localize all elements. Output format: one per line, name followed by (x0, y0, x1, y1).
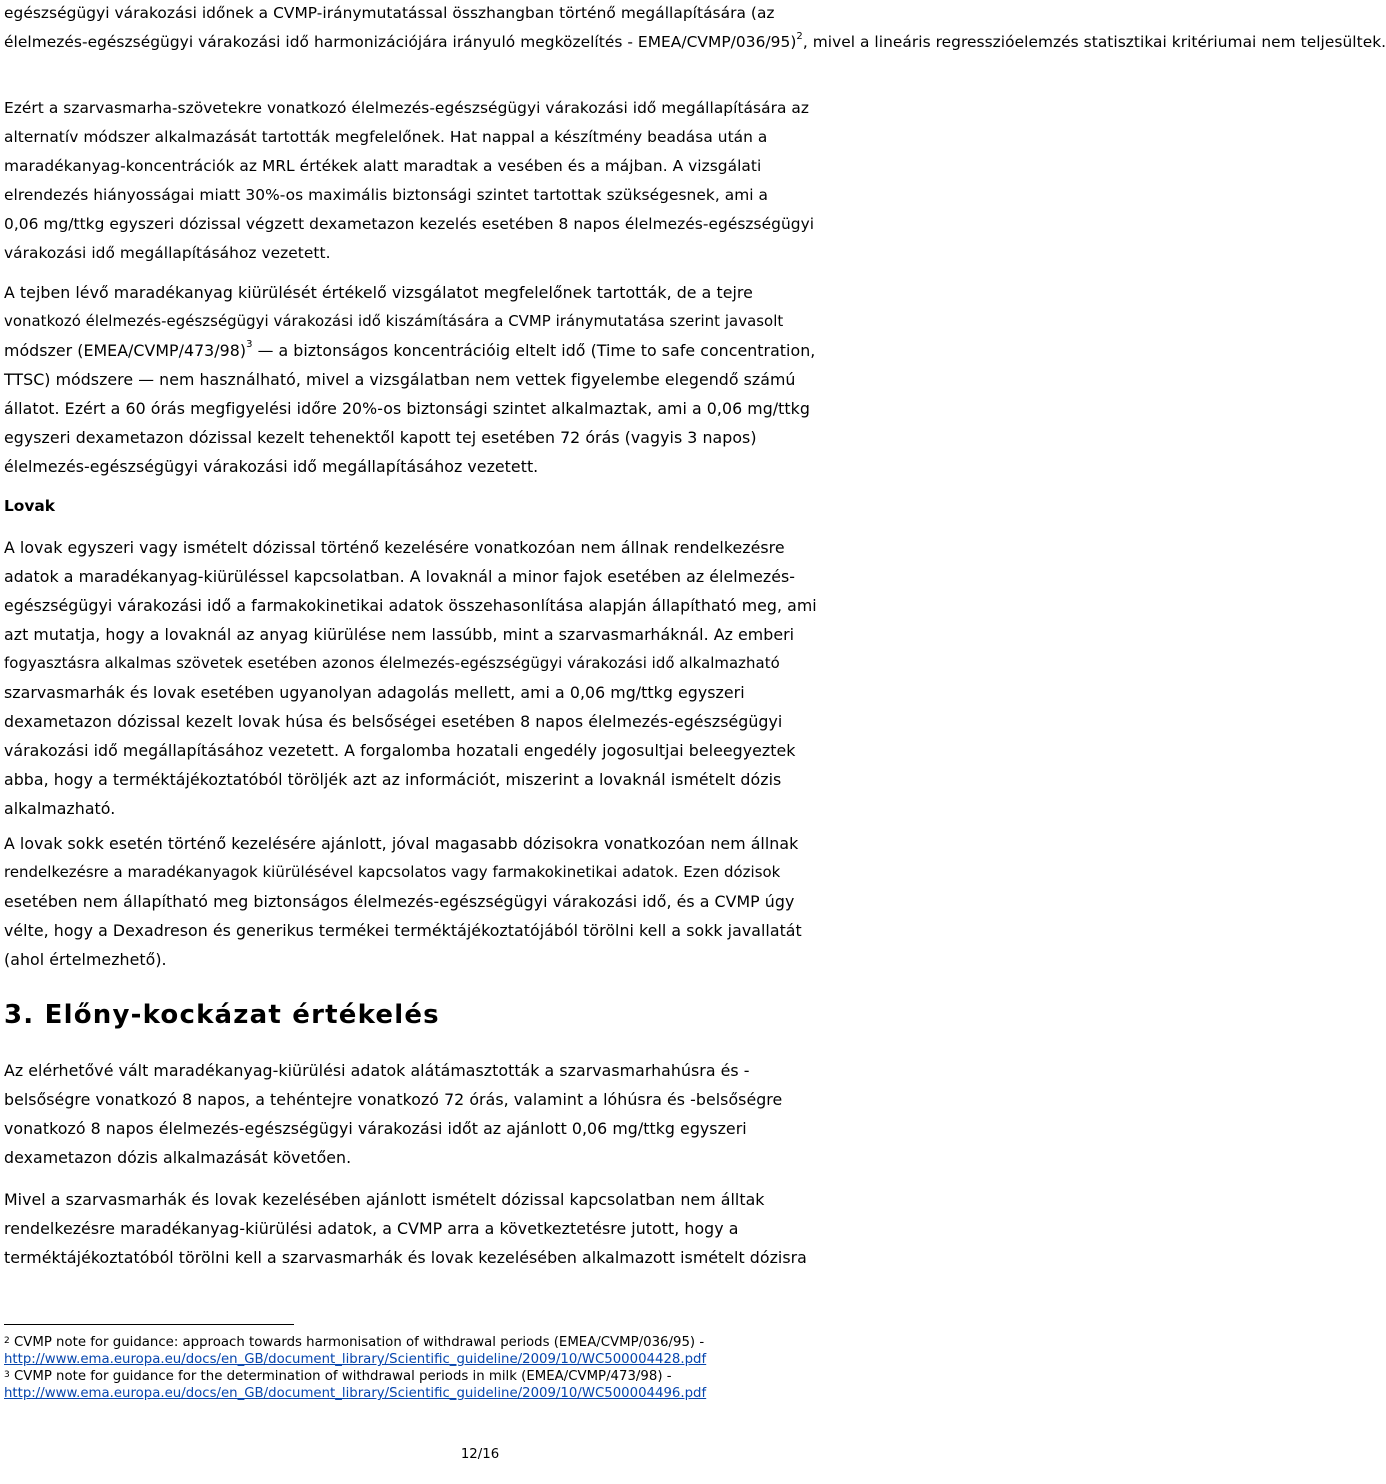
text-line: élelmezés-egészségügyi várakozási idő megállapításához vezetett. (4, 457, 539, 476)
paragraph-benefit-risk-summary (4, 1056, 956, 1172)
text-line: adatok a maradékanyag-kiürüléssel kapcsolatban. A lovaknál a minor fajok esetében az élelmezés- (4, 567, 796, 586)
text-line: egészségügyi várakozási időnek a CVMP-iránymutatással összhangban történő megállapítására (az (4, 4, 775, 22)
paragraph-horses-withdrawal (4, 533, 956, 823)
text-line: módszer (EMEA/CVMP/473/98)$^3$ — a biztonságos koncentrációig eltelt idő (Time to safe concentration, (4, 339, 816, 360)
subheading-horses: Lovak (4, 497, 56, 515)
text-line: A tejben lévő maradékanyag kiürülését értékelő vizsgálatot megfelelőnek tartották, de a tejre (4, 283, 753, 302)
text-line: 0,06 mg/ttkg egyszeri dózissal végzett dexametazon kezelés esetében 8 napos élelmezés-egészségügyi (4, 215, 815, 233)
text-line: terméktájékoztatóból törölni kell a szarvasmarhák és lovak kezelésében alkalmazott ismételt dózisra (4, 1248, 807, 1267)
text-line: dexametazon dózis alkalmazását követően. (4, 1148, 352, 1167)
text-line: alkalmazható. (4, 799, 116, 818)
text-line: alternatív módszer alkalmazását tartották megfelelőnek. Hat nappal a készítmény beadása után a (4, 128, 768, 146)
text-line: egészségügyi várakozási idő a farmakokinetikai adatok összehasonlítása alapján állapítható meg, ami (4, 596, 817, 615)
text-line: azt mutatja, hogy a lovaknál az anyag kiürülése nem lassúbb, mint a szarvasmarháknál. Az emberi (4, 625, 795, 644)
footnote-3-link[interactable]: http://www.ema.europa.eu/docs/en_GB/document_library/Scientific_guideline/2009/10/WC500004496.pdf (4, 1386, 707, 1401)
paragraph-milk-withdrawal (4, 278, 956, 481)
text-line: várakozási idő megállapításához vezetett. (4, 244, 331, 262)
footnote-ref-2[interactable]: 2 (796, 31, 803, 42)
text-line: esetében nem állapítható meg biztonságos élelmezés-egészségügyi várakozási idő, és a CVMP úgy (4, 892, 795, 911)
text-line: várakozási idő megállapításához vezetett. A forgalomba hozatali engedély jogosultjai beleegyeztek (4, 741, 796, 760)
text-line: Az elérhetővé vált maradékanyag-kiürülési adatok alátámasztották a szarvasmarhahúsra és - (4, 1061, 750, 1080)
text-line: A lovak sokk esetén történő kezelésére ajánlott, jóval magasabb dózisokra vonatkozóan nem állnak (4, 834, 799, 853)
text-line: elrendezés hiányosságai miatt 30%-os maximális biztonsági szintet tartottak szükségesnek, ami a (4, 186, 768, 204)
text-line: (ahol értelmezhető). (4, 950, 167, 969)
footnote-ref-3[interactable]: 3 (246, 339, 253, 350)
section-heading-benefit-risk: 3. Előny-kockázat értékelés (4, 1000, 440, 1030)
text-line: állatot. Ezért a 60 órás megfigyelési időre 20%-os biztonsági szintet alkalmaztak, ami a 0,06 mg/ttkg (4, 399, 810, 418)
footnote-3: $^3$ CVMP note for guidance for the determination of withdrawal periods in milk (EMEA/CVMP/473/98) - (4, 1369, 672, 1384)
footnote-divider (4, 1324, 294, 1325)
footnotes (4, 1334, 956, 1402)
paragraph-repeated-dose (4, 1185, 956, 1272)
text-line: TTSC) módszere — nem használható, mivel a vizsgálatban nem vettek figyelembe elegendő számú (4, 370, 796, 389)
text-line: szarvasmarhák és lovak esetében ugyanolyan adagolás mellett, ami a 0,06 mg/ttkg egyszeri (4, 683, 745, 702)
text-line: belsőségre vonatkozó 8 napos, a tehéntejre vonatkozó 72 órás, valamint a lóhúsra és -belsőségre (4, 1090, 783, 1109)
text-line: Mivel a szarvasmarhák és lovak kezelésében ajánlott ismételt dózissal kapcsolatban nem álltak (4, 1190, 765, 1209)
text-line: dexametazon dózissal kezelt lovak húsa és belsőségei esetében 8 napos élelmezés-egészségügyi (4, 712, 783, 731)
text-line: vélte, hogy a Dexadreson és generikus termékei terméktájékoztatójából törölni kell a sokk javallatát (4, 921, 802, 940)
text-line: vonatkozó élelmezés-egészségügyi várakozási idő kiszámítására a CVMP iránymutatása szerint javasolt (4, 312, 784, 330)
text-line: élelmezés-egészségügyi várakozási idő harmonizációjára irányuló megközelítés - EMEA/CVMP/036/95)$^2$, mivel a lineáris regresszióelemzés statisztikai kritériumai nem teljesültek. (4, 31, 1386, 51)
text-line: egyszeri dexametazon dózissal kezelt tehenektől kapott tej esetében 72 órás (vagyis 3 napos) (4, 428, 757, 447)
text-line: vonatkozó 8 napos élelmezés-egészségügyi várakozási időt az ajánlott 0,06 mg/ttkg egyszeri (4, 1119, 747, 1138)
text-line: abba, hogy a terméktájékoztatóból töröljék azt az információt, miszerint a lovaknál ismételt dózis (4, 770, 782, 789)
footnote-3-link-line (4, 1385, 956, 1402)
footnote-2-link[interactable]: http://www.ema.europa.eu/docs/en_GB/document_library/Scientific_guideline/2009/10/WC500004428.pdf (4, 1352, 707, 1367)
paragraph-cattle-tissue-intro (4, 0, 1386, 57)
text-line: fogyasztásra alkalmas szövetek esetében azonos élelmezés-egészségügyi várakozási idő alkalmazható (4, 654, 780, 672)
paragraph-cattle-alternative-method (4, 94, 956, 268)
footnote-2-link-line (4, 1351, 956, 1368)
text-line: rendelkezésre maradékanyag-kiürülési adatok, a CVMP arra a következtetésre jutott, hogy a (4, 1219, 739, 1238)
paragraph-horses-shock (4, 829, 956, 974)
page-number: 12/16 (460, 1447, 500, 1462)
text-line: maradékanyag-koncentrációk az MRL értékek alatt maradtak a vesében és a májban. A vizsgálati (4, 157, 762, 175)
text-line: A lovak egyszeri vagy ismételt dózissal történő kezelésére vonatkozóan nem állnak rendelkezésre (4, 538, 785, 557)
text-line: Ezért a szarvasmarha-szövetekre vonatkozó élelmezés-egészségügyi várakozási idő megállapítására az (4, 99, 809, 117)
text-line: rendelkezésre a maradékanyagok kiürülésével kapcsolatos vagy farmakokinetikai adatok. Ezen dózisok (4, 863, 781, 881)
footnote-2: $^2$ CVMP note for guidance: approach towards harmonisation of withdrawal periods (EMEA/CVMP/036/95) - (4, 1335, 705, 1350)
